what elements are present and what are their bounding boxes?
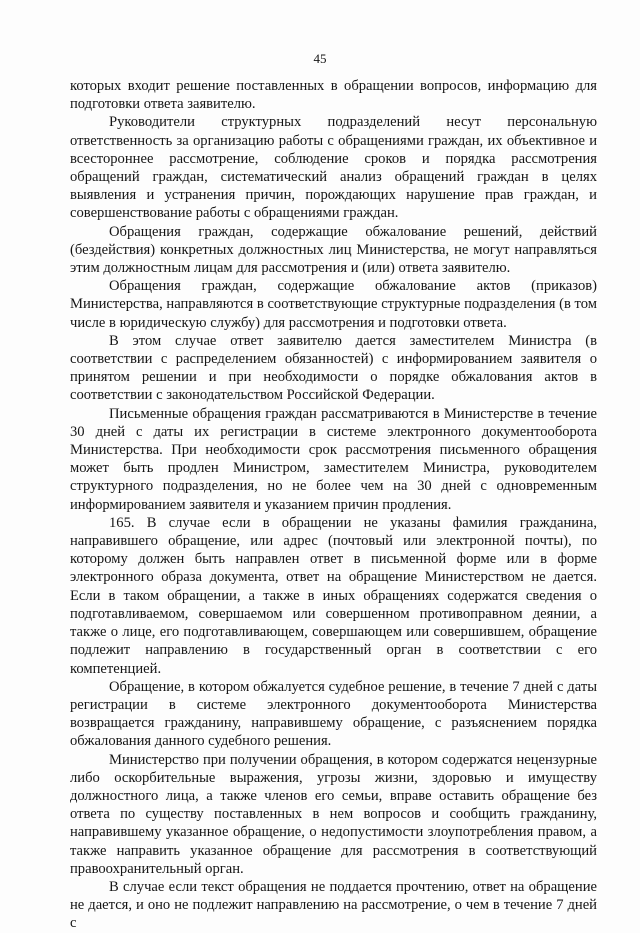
paragraph-continuation: которых входит решение поставленных в обращении вопросов, информацию для подготовки ответа заявителю. — [70, 78, 597, 113]
paragraph-offensive-content: Министерство при получении обращения, в котором содержатся нецензурные либо оскорбительные выражения, угрозы жизни, здоровью и имуществу должностного лица, а также членов его семьи, вправе оставить обращение без ответа по существу поставленных в нем вопросов и сообщить гражданину, направившему указанное обращение, о недопустимости злоупотребления правом, а также направить указанное обращение для рассмотрения в соответствующий правоохранительный орган. — [70, 751, 597, 877]
paragraph-court-decision: Обращение, в котором обжалуется судебное решение, в течение 7 дней с даты регистрации в системе электронного документооборота Министерства возвращается гражданину, направившему обращение, с разъяснением порядка обжалования данного судебного решения. — [70, 678, 597, 750]
paragraph-heads-responsibility: Руководители структурных подразделений несут персональную ответственность за организацию работы с обращениями граждан, их объективное и всестороннее рассмотрение, соблюдение сроков и порядка рассмотрения обращений граждан, систематический анализ обращений граждан в целях выявления и устранения причин, порождающих нарушение прав граждан, и совершенствование работы с обращениями граждан. — [70, 114, 597, 222]
document-body — [70, 77, 597, 933]
paragraph-deputy-answer: В этом случае ответ заявителю дается заместителем Министра (в соответствии с распределением обязанностей) с информированием заявителя о принятом решении и при необходимости о порядке обжалования актов в соответствии с законодательством Российской Федерации. — [70, 332, 597, 404]
page-number: 45 — [313, 51, 327, 66]
paragraph-clause-165: 165. В случае если в обращении не указаны фамилия гражданина, направившего обращение, или адрес (почтовый или электронной почты), по которому должен быть направлен ответ в письменной форме или в форме электронного образа документа, ответ на обращение Министерством не дается. Если в таком обращении, а также в иных обращениях содержатся сведения о подготавливаемом, совершаемом или совершенном противоправном деянии, а также о лице, его подготавливающем, совершающем или совершившем, обращение подлежит направлению в государственный орган в соответствии с его компетенцией. — [70, 514, 597, 677]
paragraph-unreadable-text: В случае если текст обращения не поддается прочтению, ответ на обращение не дается, и оно не подлежит направлению на рассмотрение, о чем в течение 7 дней с — [70, 878, 597, 932]
paragraph-appeal-officials: Обращения граждан, содержащие обжалование решений, действий (бездействия) конкретных должностных лиц Министерства, не могут направляться этим должностным лицам для рассмотрения и (или) ответа заявителю. — [70, 223, 597, 277]
paragraph-review-term: Письменные обращения граждан рассматриваются в Министерстве в течение 30 дней с даты их регистрации в системе электронного документооборота Министерства. При необходимости срок рассмотрения письменного обращения может быть продлен Министром, заместителем Министра, руководителем структурного подразделения, но не более чем на 30 дней с одновременным информированием заявителя и указанием причин продления. — [70, 405, 597, 513]
paragraph-appeal-acts: Обращения граждан, содержащие обжалование актов (приказов) Министерства, направляются в соответствующие структурные подразделения (в том числе в юридическую службу) для рассмотрения и подготовки ответа. — [70, 278, 597, 331]
